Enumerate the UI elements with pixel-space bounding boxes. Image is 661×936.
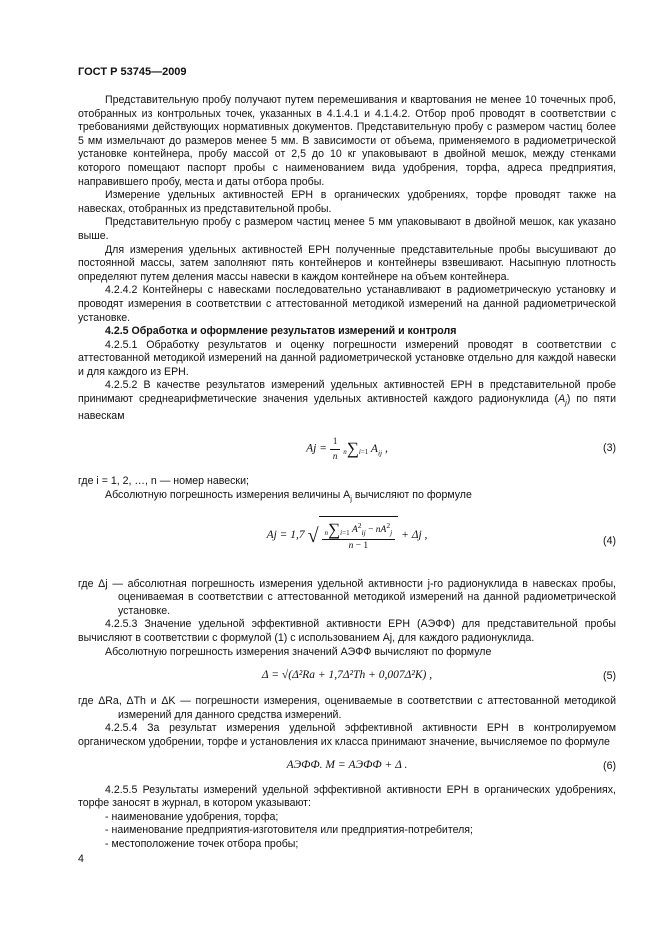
section-heading: 4.2.5 Обработка и оформление результатов измерений и контроля (105, 325, 457, 338)
paragraph: где i = 1, 2, …, n — номер навески; (78, 475, 249, 488)
paragraph: Абсолютную погрешность измерения значений AЭФФ вычисляют по формуле (105, 645, 492, 658)
document-header: ГОСТ Р 53745—2009 (78, 66, 187, 78)
formula-number: (5) (603, 670, 616, 683)
fraction: $\frac{n\sum i=1 A^2_{ij} - nA^2_j}{n - 1}$ (322, 519, 396, 554)
formula-number: (4) (603, 534, 616, 547)
formula-number: (6) (603, 759, 616, 772)
formula-3-lhs: Aj = (306, 443, 327, 456)
fraction: $\frac{1}{n}$ (330, 435, 341, 463)
formula-5 (78, 665, 616, 689)
list-item: - местоположение точек отбора пробы; (105, 837, 299, 850)
formula-5-expr: Δ = √(Δ²Ra + 1,7Δ²Th + 0,007Δ²K) , (261, 669, 433, 682)
paragraph: Представительную пробу получают путем перемешивания и квартования не менее 10 точечных проб, отобранных из контрольных точек, указанных в 4.1.4.1 и 4.1.4.2. Отбор проб проводят в соответствии с требованиями действующих нормативных документов. Представительную пробу с размером частиц более 5 мм измельчают до размеров менее 5 мм. В зависимости от объема, применяемого в радиометрической установке контейнера, пробу массой от 2,5 до 10 кг упаковывают в двойной мешок, между стенками которого помещают паспорт пробы с наименованием вида удобрения, торфа, адреса предприятия, направившего пробу, места и даты отбора пробы. (78, 94, 616, 188)
paragraph: 4.2.5.1 Обработку результатов и оценку погрешности измерений проводят в соответствии с аттестованной методикой измерений на данной радиометрической установке отдельно для каждой навески и для каждого из ЕРН. (78, 338, 616, 378)
list-item: - наименование предприятия-изготовителя или предприятия-потребителя; (105, 824, 473, 837)
paragraph: Для измерения удельных активностей ЕРН полученные представительные пробы высушивают до постоянной массы, затем заполняют пять контейнеров и контейнеры взвешивают. Насыпную плотность определяют путем деления массы навески в каждом контейнере на объем контейнера. (78, 243, 616, 283)
paragraph: 4.2.5.3 Значение удельной эффективной активности ЕРН (AЭФФ) для представительной пробы вычисляют в соответствии с формулой (1) с использованием Aj, для каждого радионуклида. (78, 618, 616, 645)
formula-4-lhs: Aj = 1,7 (266, 528, 305, 541)
paragraph: 4.2.5.2 В качестве результатов измерений удельных активностей ЕРН в представительной пробе принимают среднеарифметические значения удельных активностей каждого радионуклида $(A_j)$ по пяти навескам (78, 379, 616, 422)
square-root: √ $\frac{n\sum i=1 A^2_{ij} - nA^2_j}{n - 1}$ (308, 516, 399, 554)
formula-number: (3) (603, 442, 616, 455)
list-item: - наименование удобрения, торфа; (105, 810, 279, 823)
paragraph: Абсолютную погрешность измерения величины $A_j$ вычисляют по формуле (105, 488, 472, 504)
document-body (78, 94, 616, 852)
paragraph: где ΔRa, ΔTh и ΔK — погрешности измерения, оцениваемые в соответствии с аттестованной методикой измерений для данного средства измерений. (78, 695, 616, 721)
formula-6 (78, 756, 616, 778)
paragraph: Измерение удельных активностей ЕРН в органических удобрениях, торфе проводят также на навесках, отобранных из представительной пробы. (78, 189, 616, 215)
formula-3: Aj = $\frac{1}{n}$ n∑i=1 $A_{ij}$ , (3) (78, 429, 616, 469)
sum-symbol: n∑i=1 (343, 439, 369, 459)
formula-4-tail: + Δj , (401, 528, 428, 541)
formula-4 (78, 512, 616, 572)
paragraph: 4.2.4.2 Контейнеры с навесками последовательно устанавливают в радиометрическую установку и проводят измерения в соответствии с аттестованной методикой измерений на данной радиометрической установке. (78, 284, 616, 324)
paragraph: Представительную пробу с размером частиц менее 5 мм упаковывают в двойной мешок, как указано выше. (78, 216, 616, 242)
paragraph: 4.2.5.5 Результаты измерений удельной эффективной активности ЕРН в органических удобрениях, торфе заносят в журнал, в котором указывают: (78, 783, 616, 810)
paragraph: где Δj — абсолютная погрешность измерения удельной активности j-го радионуклида в навесках пробы, оцениваемая в соответствии с аттестованной методикой измерений на данной радиометрической установке. (78, 577, 616, 617)
formula-6-expr: AЭФФ. М = AЭФФ + Δ . (286, 758, 408, 771)
page-number: 4 (78, 853, 84, 865)
paragraph: 4.2.5.4 За результат измерения удельной эффективной активности ЕРН в контролируемом органическом удобрении, торфе и установления их класса принимают значение, вычисляемое по формуле (78, 722, 616, 748)
